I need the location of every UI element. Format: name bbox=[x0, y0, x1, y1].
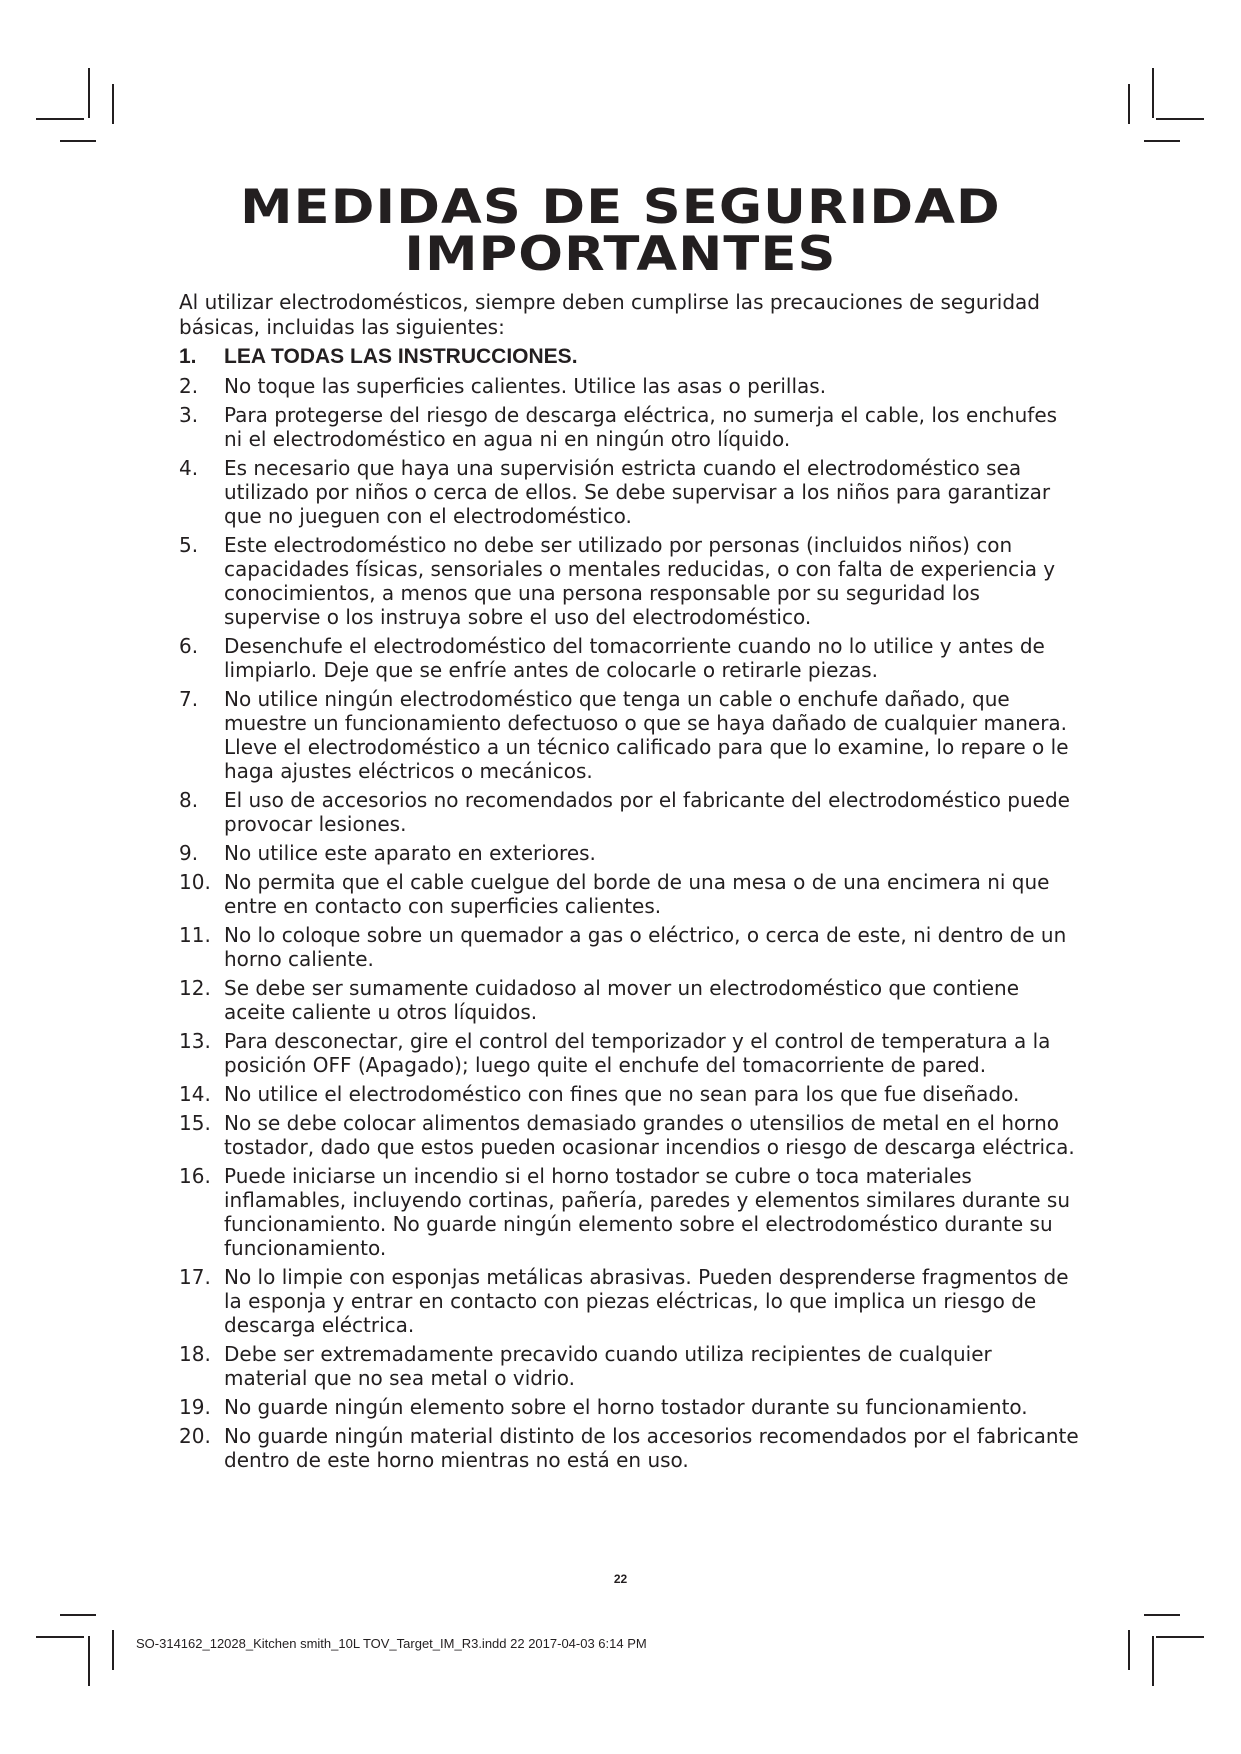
crop-mark bbox=[88, 1636, 90, 1686]
intro-paragraph: Al utilizar electrodomésticos, siempre deben cumplirse las precauciones de seguridad básicas, incluidas las siguientes: bbox=[179, 290, 1040, 339]
item-number: 18. bbox=[179, 1342, 211, 1366]
item-number: 5. bbox=[179, 533, 199, 557]
item-text: No lo limpie con esponjas metálicas abrasivas. Pueden desprenderse fragmentos de la esponja y entrar en contacto con piezas eléctricas, lo que implica un riesgo de descarga eléctrica. bbox=[224, 1265, 1069, 1337]
crop-mark bbox=[60, 1614, 96, 1616]
list-item bbox=[179, 1029, 1079, 1077]
item-text: No toque las superficies calientes. Utilice las asas o perillas. bbox=[224, 374, 827, 398]
crop-mark bbox=[36, 1636, 84, 1638]
item-number: 1. bbox=[179, 345, 197, 368]
item-text: Este electrodoméstico no debe ser utilizado por personas (incluidos niños) con capacidades físicas, sensoriales o mentales reducidas, o con falta de experiencia y conocimientos, a menos que una persona responsable por su seguridad los supervise o los instruya sobre el uso del electrodoméstico. bbox=[224, 533, 1056, 629]
list-item bbox=[179, 1265, 1079, 1337]
crop-mark bbox=[1128, 1630, 1130, 1670]
item-number: 19. bbox=[179, 1395, 211, 1419]
item-number: 9. bbox=[179, 841, 199, 865]
list-item bbox=[179, 1424, 1079, 1472]
item-number: 6. bbox=[179, 634, 199, 658]
crop-mark bbox=[1152, 1636, 1154, 1686]
item-number: 7. bbox=[179, 687, 199, 711]
crop-mark bbox=[1156, 118, 1204, 120]
list-item bbox=[179, 841, 1079, 865]
item-text: Es necesario que haya una supervisión estricta cuando el electrodoméstico sea utilizado por niños o cerca de ellos. Se debe supervisar a los niños para garantizar que no jueguen con el electrodoméstico. bbox=[224, 456, 1051, 528]
item-text: No utilice ningún electrodoméstico que tenga un cable o enchufe dañado, que muestre un funcionamiento defectuoso o que se haya dañado de cualquier manera. Lleve el electrodoméstico a un técnico calificado para que lo examine, lo repare o le haga ajustes eléctricos o mecánicos. bbox=[224, 687, 1069, 783]
crop-mark bbox=[1152, 68, 1154, 118]
item-text: Se debe ser sumamente cuidadoso al mover un electrodoméstico que contiene aceite caliente u otros líquidos. bbox=[224, 976, 1020, 1024]
list-item bbox=[179, 976, 1079, 1024]
item-number: 20. bbox=[179, 1424, 211, 1448]
list-item bbox=[179, 403, 1079, 451]
list-item bbox=[179, 1111, 1079, 1159]
item-number: 16. bbox=[179, 1164, 211, 1188]
page-title bbox=[0, 180, 1241, 282]
title-line-2: IMPORTANTES bbox=[404, 227, 837, 282]
list-item bbox=[179, 870, 1079, 918]
crop-mark bbox=[1144, 1614, 1180, 1616]
item-number: 10. bbox=[179, 870, 211, 894]
safety-list bbox=[179, 345, 1079, 1477]
list-item bbox=[179, 1395, 1079, 1419]
crop-mark bbox=[112, 84, 114, 124]
item-number: 2. bbox=[179, 374, 199, 398]
list-item bbox=[179, 374, 1079, 398]
list-item bbox=[179, 788, 1079, 836]
item-number: 14. bbox=[179, 1082, 211, 1106]
item-text: Para protegerse del riesgo de descarga eléctrica, no sumerja el cable, los enchufes ni el electrodoméstico en agua ni en ningún otro líquido. bbox=[224, 403, 1058, 451]
item-text: El uso de accesorios no recomendados por el fabricante del electrodoméstico puede provocar lesiones. bbox=[224, 788, 1070, 836]
crop-mark bbox=[36, 118, 84, 120]
item-number: 8. bbox=[179, 788, 199, 812]
list-item bbox=[179, 923, 1079, 971]
item-number: 3. bbox=[179, 403, 199, 427]
item-text: No permita que el cable cuelgue del borde de una mesa o de una encimera ni que entre en contacto con superficies calientes. bbox=[224, 870, 1050, 918]
crop-mark bbox=[60, 140, 96, 142]
list-item bbox=[179, 1164, 1079, 1260]
item-text: No lo coloque sobre un quemador a gas o eléctrico, o cerca de este, ni dentro de un horno caliente. bbox=[224, 923, 1067, 971]
list-item bbox=[179, 1342, 1079, 1390]
list-item bbox=[179, 1082, 1079, 1106]
crop-mark bbox=[1128, 84, 1130, 124]
crop-mark bbox=[1144, 140, 1180, 142]
title-line-1: MEDIDAS DE SEGURIDAD bbox=[240, 180, 1001, 235]
item-text: Desenchufe el electrodoméstico del tomacorriente cuando no lo utilice y antes de limpiarlo. Deje que se enfríe antes de colocarle o retirarle piezas. bbox=[224, 634, 1045, 682]
item-text: Debe ser extremadamente precavido cuando utiliza recipientes de cualquier material que no sea metal o vidrio. bbox=[224, 1342, 992, 1390]
item-number: 4. bbox=[179, 456, 199, 480]
crop-mark bbox=[88, 68, 90, 118]
list-item bbox=[179, 687, 1079, 783]
print-slug: SO-314162_12028_Kitchen smith_10L TOV_Target_IM_R3.indd 22 2017-04-03 6:14 PM bbox=[136, 1636, 647, 1651]
list-item bbox=[179, 456, 1079, 528]
item-number: 13. bbox=[179, 1029, 211, 1053]
item-text: LEA TODAS LAS INSTRUCCIONES. bbox=[224, 345, 578, 368]
page-number: 22 bbox=[613, 1572, 628, 1586]
item-text: Puede iniciarse un incendio si el horno tostador se cubre o toca materiales inflamables, incluyendo cortinas, pañería, paredes y elementos similares durante su funcionamiento. No guarde ningún elemento sobre el electrodoméstico durante su funcionamiento. bbox=[224, 1164, 1070, 1260]
item-text: No se debe colocar alimentos demasiado grandes o utensilios de metal en el horno tostador, dado que estos pueden ocasionar incendios o riesgo de descarga eléctrica. bbox=[224, 1111, 1075, 1159]
item-number: 11. bbox=[179, 923, 211, 947]
list-item bbox=[179, 533, 1079, 629]
item-number: 17. bbox=[179, 1265, 211, 1289]
item-text: Para desconectar, gire el control del temporizador y el control de temperatura a la posición OFF (Apagado); luego quite el enchufe del tomacorriente de pared. bbox=[224, 1029, 1051, 1077]
list-item bbox=[179, 345, 1079, 369]
list-item bbox=[179, 634, 1079, 682]
crop-mark bbox=[1156, 1636, 1204, 1638]
item-number: 12. bbox=[179, 976, 211, 1000]
item-number: 15. bbox=[179, 1111, 211, 1135]
item-text: No utilice el electrodoméstico con fines que no sean para los que fue diseñado. bbox=[224, 1082, 1020, 1106]
item-text: No guarde ningún material distinto de los accesorios recomendados por el fabricante dentro de este horno mientras no está en uso. bbox=[224, 1424, 1079, 1472]
crop-mark bbox=[112, 1630, 114, 1670]
item-text: No guarde ningún elemento sobre el horno tostador durante su funcionamiento. bbox=[224, 1395, 1028, 1419]
item-text: No utilice este aparato en exteriores. bbox=[224, 841, 596, 865]
